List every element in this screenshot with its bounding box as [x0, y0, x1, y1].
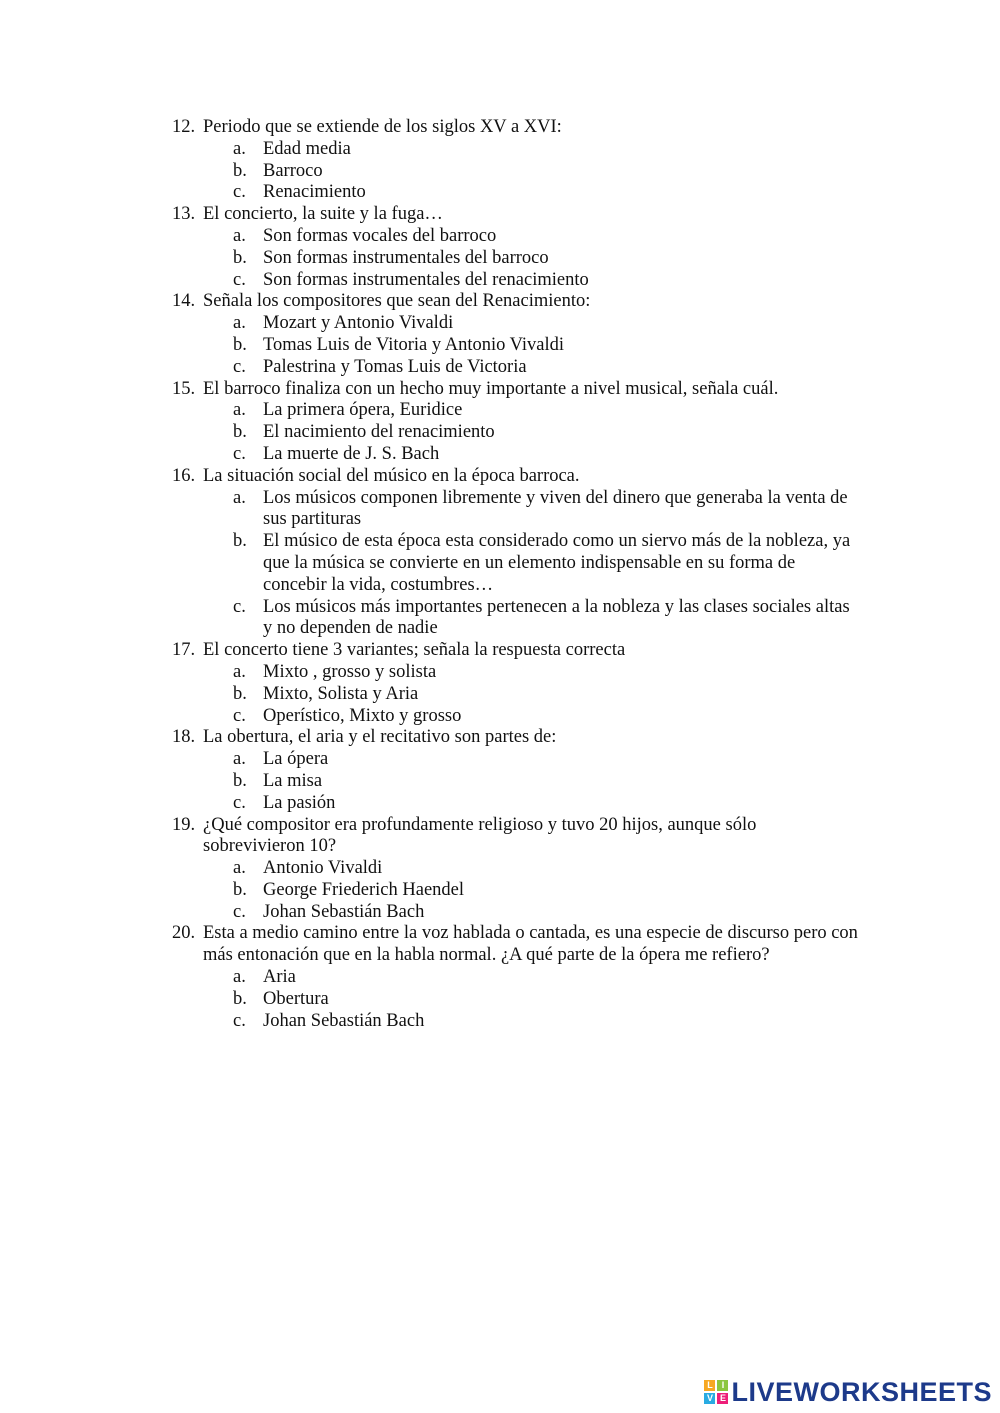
answer-option[interactable] — [233, 662, 862, 684]
question-text: El concierto, la suite y la fuga… — [203, 204, 443, 225]
answer-option[interactable] — [233, 989, 862, 1011]
logo-cell: L — [704, 1380, 715, 1391]
question-text: Esta a medio camino entre la voz hablada o cantada, es una especie de discurso pero con más entonación que en la habla normal. ¿A qué parte de la ópera me refiero? — [203, 923, 858, 966]
answer-option[interactable] — [233, 313, 862, 335]
question-heading — [172, 815, 862, 859]
option-text: Los músicos componen libremente y viven del dinero que generaba la venta de sus partituras — [263, 487, 848, 530]
option-text: Mozart y Antonio Vivaldi — [263, 313, 454, 334]
option-text: Mixto , grosso y solista — [263, 661, 437, 682]
question-text: El barroco finaliza con un hecho muy importante a nivel musical, señala cuál. — [203, 378, 779, 399]
question-item — [172, 466, 862, 640]
answer-option[interactable] — [233, 749, 862, 771]
logo-cell: E — [717, 1393, 728, 1404]
question-number: 12. — [172, 117, 196, 137]
question-text: El concerto tiene 3 variantes; señala la respuesta correcta — [203, 640, 626, 661]
option-letter: a. — [233, 313, 246, 334]
question-text: La situación social del músico en la época barroca. — [203, 465, 580, 486]
question-number: 20. — [172, 923, 196, 944]
liveworksheets-brand — [704, 1379, 992, 1405]
question-item — [172, 379, 862, 466]
option-text: Obertura — [263, 988, 329, 1009]
answer-options — [172, 313, 862, 378]
option-letter: c. — [233, 792, 246, 813]
option-letter: b. — [233, 988, 247, 1009]
option-letter: b. — [233, 160, 247, 181]
question-heading — [172, 640, 862, 662]
question-number: 15. — [172, 378, 196, 399]
option-letter: c. — [233, 1010, 246, 1031]
question-heading — [172, 466, 862, 488]
option-letter: b. — [233, 531, 247, 552]
answer-option[interactable] — [233, 1011, 862, 1033]
option-text: La primera ópera, Euridice — [263, 400, 463, 421]
question-heading — [172, 923, 862, 967]
question-list — [172, 117, 862, 1032]
question-item — [172, 640, 862, 727]
answer-option[interactable] — [233, 967, 862, 989]
option-text: Son formas vocales del barroco — [263, 225, 497, 246]
question-number: 17. — [172, 640, 196, 661]
answer-option[interactable] — [233, 161, 862, 183]
option-text: Operístico, Mixto y grosso — [263, 705, 462, 726]
question-heading — [172, 379, 862, 401]
option-letter: b. — [233, 770, 247, 791]
answer-option[interactable] — [233, 706, 862, 728]
option-text: Los músicos más importantes pertenecen a la nobleza y las clases sociales altas y no dependen de nadie — [263, 596, 850, 639]
question-heading — [172, 117, 862, 139]
option-text: Son formas instrumentales del renacimiento — [263, 269, 589, 290]
answer-option[interactable] — [233, 444, 862, 466]
answer-option[interactable] — [233, 226, 862, 248]
answer-option[interactable] — [233, 400, 862, 422]
option-letter: a. — [233, 749, 246, 770]
option-text: Mixto, Solista y Aria — [263, 683, 419, 704]
question-item — [172, 117, 862, 204]
option-letter: c. — [233, 901, 246, 922]
option-text: George Friederich Haendel — [263, 879, 465, 900]
question-item — [172, 204, 862, 291]
option-text: Renacimiento — [263, 182, 366, 203]
option-text: Barroco — [263, 160, 323, 181]
answer-option[interactable] — [233, 684, 862, 706]
option-letter: c. — [233, 182, 246, 203]
answer-option[interactable] — [233, 248, 862, 270]
answer-option[interactable] — [233, 531, 862, 596]
option-letter: a. — [233, 661, 246, 682]
option-text: Tomas Luis de Vitoria y Antonio Vivaldi — [263, 334, 565, 355]
option-letter: a. — [233, 967, 246, 988]
answer-option[interactable] — [233, 880, 862, 902]
answer-option[interactable] — [233, 422, 862, 444]
option-letter: b. — [233, 247, 247, 268]
option-text: La misa — [263, 770, 323, 791]
answer-options — [172, 139, 862, 204]
logo-cell: I — [717, 1380, 728, 1391]
answer-options — [172, 967, 862, 1032]
answer-option[interactable] — [233, 858, 862, 880]
option-text: Son formas instrumentales del barroco — [263, 247, 549, 268]
question-heading — [172, 727, 862, 749]
option-letter: c. — [233, 356, 246, 377]
option-letter: a. — [233, 225, 246, 246]
question-item — [172, 815, 862, 924]
option-letter: a. — [233, 858, 246, 879]
option-letter: a. — [233, 400, 246, 421]
answer-option[interactable] — [233, 270, 862, 292]
answer-option[interactable] — [233, 771, 862, 793]
question-number: 14. — [172, 291, 196, 312]
option-letter: b. — [233, 422, 247, 443]
answer-option[interactable] — [233, 597, 862, 641]
option-letter: a. — [233, 487, 246, 508]
option-letter: c. — [233, 596, 246, 617]
question-text: Periodo que se extiende de los siglos XV a XVI: — [203, 117, 562, 137]
answer-option[interactable] — [233, 488, 862, 532]
question-item — [172, 291, 862, 378]
brand-name: LIVEWORKSHEETS — [731, 1377, 992, 1407]
answer-option[interactable] — [233, 902, 862, 924]
liveworksheets-logo-icon — [704, 1380, 728, 1404]
question-item — [172, 923, 862, 1032]
option-letter: b. — [233, 683, 247, 704]
option-text: El músico de esta época esta considerado como un siervo más de la nobleza, ya que la música se convierte en un elemento indispensable en su forma de concebir la vida, costumbres… — [263, 531, 851, 595]
question-number: 13. — [172, 204, 196, 225]
option-text: Palestrina y Tomas Luis de Victoria — [263, 356, 527, 377]
option-text: La pasión — [263, 792, 336, 813]
option-text: Edad media — [263, 138, 351, 159]
option-letter: c. — [233, 443, 246, 464]
question-number: 19. — [172, 814, 196, 835]
question-text: ¿Qué compositor era profundamente religioso y tuvo 20 hijos, aunque sólo sobrevivieron 10? — [203, 814, 757, 857]
answer-options — [172, 662, 862, 727]
option-text: Aria — [263, 967, 296, 988]
answer-options — [172, 749, 862, 814]
option-text: Johan Sebastián Bach — [263, 1010, 425, 1031]
option-text: La muerte de J. S. Bach — [263, 443, 440, 464]
question-text: Señala los compositores que sean del Renacimiento: — [203, 291, 591, 312]
answer-options — [172, 226, 862, 291]
option-letter: b. — [233, 334, 247, 355]
option-letter: c. — [233, 269, 246, 290]
option-text: Antonio Vivaldi — [263, 858, 383, 879]
answer-options — [172, 858, 862, 923]
answer-options — [172, 400, 862, 465]
answer-option[interactable] — [233, 793, 862, 815]
answer-option[interactable] — [233, 335, 862, 357]
option-text: La ópera — [263, 749, 329, 770]
question-text: La obertura, el aria y el recitativo son partes de: — [203, 727, 557, 748]
answer-options — [172, 488, 862, 641]
question-heading — [172, 204, 862, 226]
question-item — [172, 727, 862, 814]
answer-option[interactable] — [233, 357, 862, 379]
answer-option[interactable] — [233, 139, 862, 161]
question-number: 16. — [172, 465, 196, 486]
question-number: 18. — [172, 727, 196, 748]
logo-cell: V — [704, 1393, 715, 1404]
option-letter: c. — [233, 705, 246, 726]
option-text: Johan Sebastián Bach — [263, 901, 425, 922]
answer-option[interactable] — [233, 182, 862, 204]
question-heading — [172, 291, 862, 313]
option-letter: b. — [233, 879, 247, 900]
option-text: El nacimiento del renacimiento — [263, 422, 495, 443]
option-letter: a. — [233, 138, 246, 159]
